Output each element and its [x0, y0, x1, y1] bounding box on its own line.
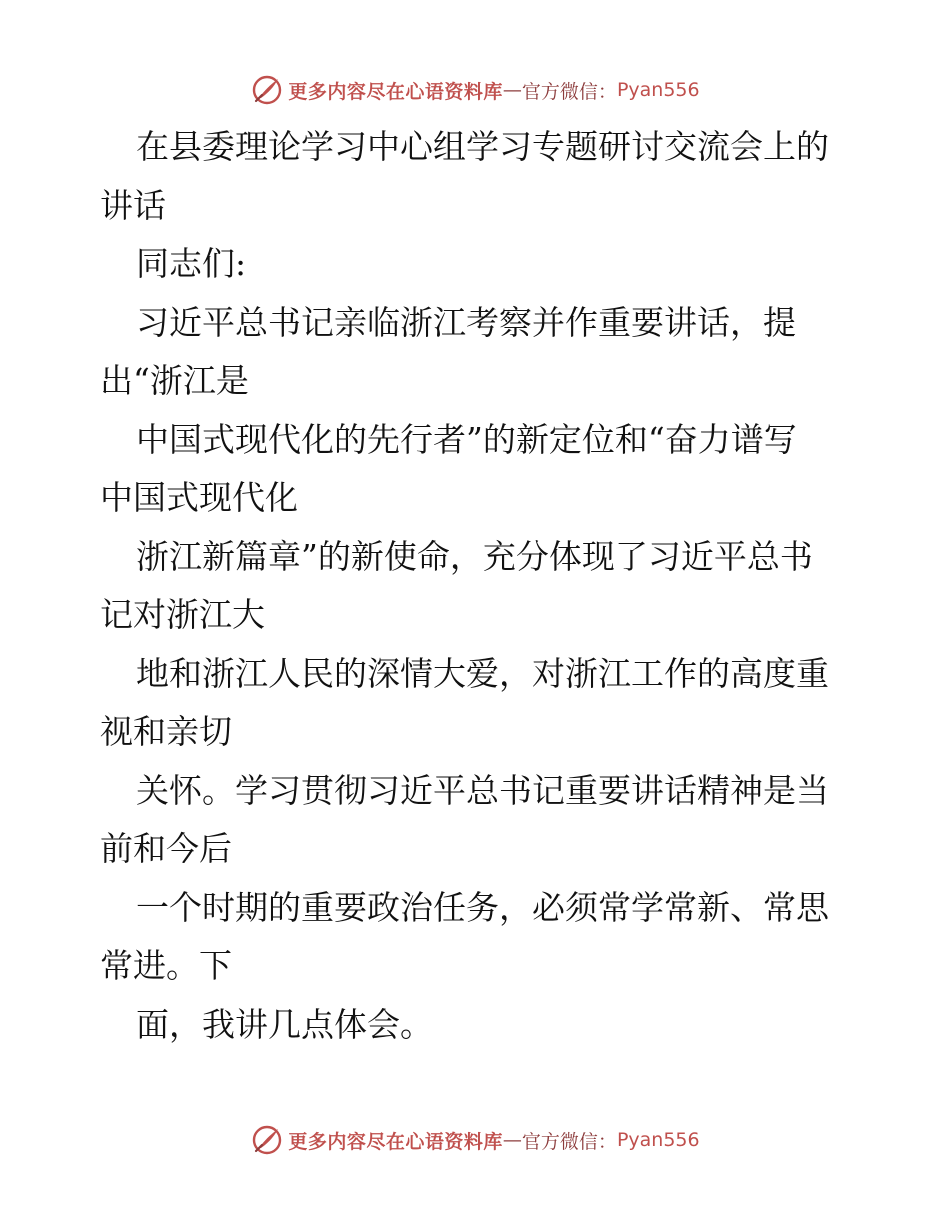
header-watermark-banner [0, 70, 950, 110]
banner-main-text: 更多内容尽在心语资料库 [288, 1130, 503, 1153]
banner-wechat-label: 官方微信： [521, 80, 617, 103]
paragraph-line: 中国式现代化 [100, 478, 298, 517]
paragraph-line: 浙江新篇章”的新使命，充分体现了习近平总书 [136, 536, 813, 576]
footer-watermark-banner [0, 1120, 950, 1160]
banner-wechat-id: Pyan556 [616, 79, 700, 101]
paragraph-line: 关怀。学习贯彻习近平总书记重要讲话精神是当 [136, 770, 829, 810]
feather-logo-icon [250, 73, 284, 107]
paragraph-line: 中国式现代化的先行者”的新定位和“奋力谱写 [136, 419, 797, 459]
paragraph-line: 一个时期的重要政治任务，必须常学常新、常思 [136, 887, 829, 927]
paragraph-line: 记对浙江大 [100, 595, 265, 634]
salutation-line: 同志们: [136, 244, 247, 283]
feather-logo-icon [250, 1123, 284, 1157]
paragraph-line: 常进。下 [100, 946, 232, 985]
paragraph-line: 习近平总书记亲临浙江考察并作重要讲话，提 [136, 302, 796, 342]
banner-dash: — [502, 79, 522, 101]
banner-wechat-id: Pyan556 [616, 1129, 700, 1151]
title-line-2: 讲话 [100, 185, 166, 225]
paragraph-line: 前和今后 [100, 829, 232, 868]
paragraph-line: 地和浙江人民的深情大爱，对浙江工作的高度重 [136, 653, 829, 693]
paragraph-line: 视和亲切 [100, 712, 232, 751]
paragraph-line: 出“浙江是 [100, 361, 249, 400]
banner-dash: — [502, 1129, 522, 1151]
paragraph-line: 面，我讲几点体会。 [136, 1004, 433, 1044]
banner-wechat-label: 官方微信： [521, 1130, 617, 1153]
banner-main-text: 更多内容尽在心语资料库 [288, 80, 503, 103]
title-line-1: 在县委理论学习中心组学习专题研讨交流会上的 [136, 127, 829, 166]
document-body [100, 118, 860, 1054]
